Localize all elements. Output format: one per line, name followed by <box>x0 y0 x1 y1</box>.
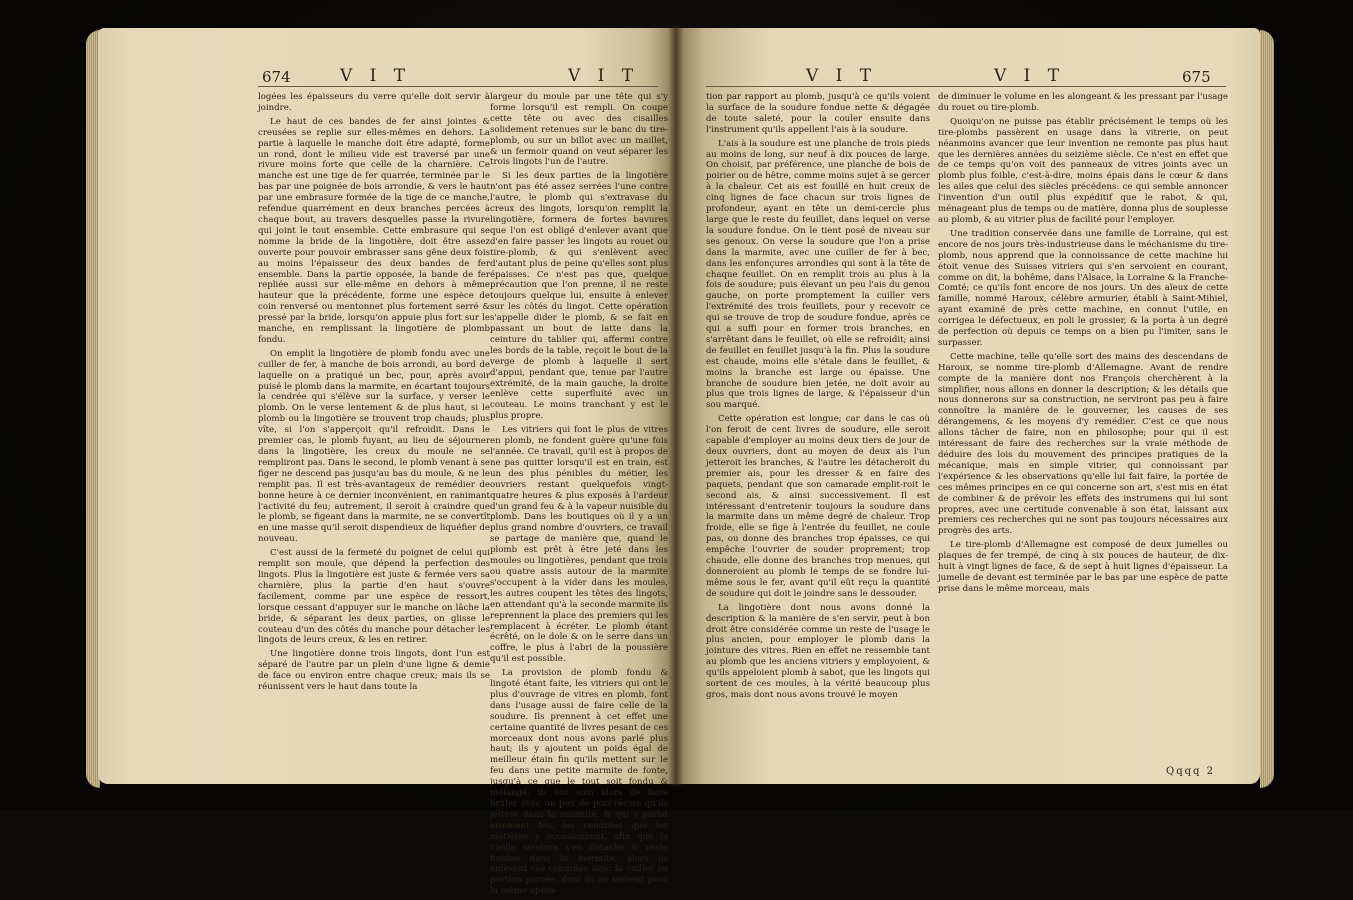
paragraph: Si les deux parties de la lingotière n'ont pas été assez serrées l'une contre l'autre, le plomb qui s'extravase du creux des lingots, lorsqu'on remplit la lingotière, formera de fortes bavures que l'on est obligé d'enlever avant que d'en faire passer les lingots au rouet ou tire-plomb, & qui s'enlèvent avec d'autant plus de peine qu'elles sont plus épaisses. Ce n'est pas que, quelque précaution que l'on prenne, il ne reste toujours quelque lui, ensuite à enlever sur les côtés du lingot. Cette opération s'appelle dider le plomb, & se fait en passant un bout de latte dans la ceinture du tablier qui, affermi contre les bords de la table, reçoit le bout de la verge de plomb à laquelle il sert d'appui, pendant que, tenue par l'autre extrémité, de la main gauche, la droite enlève cette superfluité avec un couteau. Le moins tranchant y est le plus propre. <box>490 171 668 422</box>
paragraph: Cette machine, telle qu'elle sort des mains des descendans de Haroux, se nomme tire-plomb d'Allemagne. Avant de rendre compte de la manière dont nos François cherchèrent à la simplifier, nous allons en donner la description; & les détails que nous donnerons sur sa construction, ne serviront pas peu à faire connoître la manière de le gouverner, les causes de ses dérangemens, & les moyens d'y remédier. C'est ce que nous allons tâcher de faire, non en philosophe; pour qui il est intéressant de faire des recherches sur la vraie méthode de déduire des lois du mouvement des principes pratiques de la mécanique, mais en simple vitrier, qui connoissant par l'expérience & les observations qu'elle lui fait faire, la portée de ces mêmes principes en ce qui concerne son art, s'est mis en état de combiner & de prévoir les effets des instrumens qui lui sont propres, avec une certitude convenable à son état, laissant aux premiers ces recherches qui ne sont pas toujours nécessaires aux progrès des arts. <box>938 351 1228 537</box>
left-column-1 <box>258 92 490 696</box>
left-page <box>98 28 676 897</box>
running-head-right-col2: V I T <box>994 66 1066 86</box>
book-gutter <box>668 26 684 786</box>
paragraph: logées les épaisseurs du verre qu'elle doit servir à joindre. <box>258 92 490 113</box>
right-page <box>676 28 1260 784</box>
paragraph: Quoiqu'on ne puisse pas établir précisément le temps où les tire-plombs passèrent en usage dans la vitrerie, on peut néanmoins avancer que leur invention ne remonte pas plus haut que les dernières années du seizième siècle. Ce n'est en effet que de ce temps qu'on voit des panneaux de vitres joints avec un plomb plus foible, c'est-à-dire, moins épais dans le cœur & dans les ailes que celui des siècles précédens: ce qui semble annoncer l'invention d'un outil plus expéditif que le rabot, & qui, ménageant plus de temps ou de matière, donna plus de souplesse au plomb, & au vitrier plus de facilité pour l'employer. <box>938 116 1228 225</box>
right-column-2 <box>938 92 1228 598</box>
running-head-left-col1: V I T <box>340 66 412 86</box>
left-column-2 <box>490 92 668 900</box>
paragraph: On emplit la lingotière de plomb fondu avec une cuiller de fer, à manche de bois arrondi, au bord de laquelle on a pratiqué un bec, pour, après avoir puisé le plomb dans la marmite, en écartant toujours la cendrée qui s'élève sur la surface, y verser le plomb. On le verse lentement & de plus haut, si le plomb ou la lingotière se trouvent trop chauds; plus vîte, si l'on s'apperçoit qu'il refroidit. Dans le premier cas, le plomb fuyant, au lieu de séjourner dans la lingotière, les creux du moule ne se rempliront pas. Dans le second, le plomb venant à se figer ne descend pas jusqu'au bas du moule, & ne le remplit pas. Il est très-avantageux de remédier de bonne heure à ce dernier inconvénient, en ranimant l'activité du feu; autrement, il seroit à craindre que le plomb, se figeant dans la marmite, ne se convertît en une masse qu'il seroit dispendieux de liquéfier de nouveau. <box>258 348 490 545</box>
paragraph: Cette opération est longue; car dans le cas où l'on feroit de cent livres de soudure, elle seroit capable d'employer au moins deux tiers de jour de deux ouvriers, dont au moyen de deux ais l'un jetteroit les branches, & l'autre les détacheroit du premier ais, pour les dresser & en faire des paquets, pendant que son camarade emplit-roit le second ais, & ainsi successivement. Il est intéressant d'entretenir toujours la soudure dans la marmite dans un même degré de chaleur. Trop froide, elle se fige à l'entrée du feuillet, ne coule pas, ou donne des branches trop épaisses, ce qui empêche l'ouvrier de souder proprement; trop chaude, elle donne des branches trop menues, qui donneroient au plomb le temps de se fondre lui-même sous le fer, avant qu'il eût reçu la quantité de soudure qui doit le joindre sans le dessouder. <box>706 414 930 599</box>
paragraph: La lingotière dont nous avons donné la description & la manière de s'en servir, peut à bon droit être considérée comme un reste de l'usage le plus ancien, pour employer le plomb dans la jointure des vitres. Rien en effet ne ressemble tant au plomb que les anciens vitriers y employoient, & qu'ils appeloient plomb à sabot, que les lingots qui sortent de ces moules, à la vérité beaucoup plus gros, mais dont nous avons trouvé le moyen <box>706 602 930 700</box>
right-page-edges <box>1260 30 1274 788</box>
right-column-1 <box>706 92 930 704</box>
running-head-right-col1: V I T <box>806 66 878 86</box>
page-number-right: 675 <box>1182 68 1211 86</box>
paragraph: Une lingotière donne trois lingots, dont l'un est séparé de l'autre par un plein d'une ligne & demie de face ou environ entre chaque creux; mais ils se réunissent vers le haut dans toute la <box>258 649 490 693</box>
page-number-left: 674 <box>262 68 291 86</box>
paragraph: tion par rapport au plomb, jusqu'à ce qu'ils voient la surface de la soudure fondue nette & dégagée de toute saleté, pour la couler ensuite dans l'instrument qu'ils appellent l'ais à la soudure. <box>706 92 930 135</box>
signature-mark: Qqqq 2 <box>1166 766 1215 777</box>
paragraph: Une tradition conservée dans une famille de Lorraine, qui est encore de nos jours très-industrieuse dans le méchanisme du tire-plomb, nous apprend que la connoissance de cette machine lui étoit venue des Suisses vitriers qui s'en servoient en courant, comme on dit, la bohême, dans l'Alsace, la Lorraine & la Franche-Comté; ce qu'ils font encore de nos jours. Un des aïeux de cette famille, nommé Haroux, célèbre armurier, établi à Saint-Mihiel, ayant examiné de près cette machine, en connut l'utile, en corrigea le défectueux, en poli le grossier, & la porta à un degré de perfection où depuis ce temps on a bien pu l'imiter, sans le surpasser. <box>938 228 1228 348</box>
paragraph: Les vitriers qui font le plus de vitres en plomb, ne fondent guère qu'une fois l'année. Ce travail, qu'il est à propos de ne pas quitter lorsqu'il est en train, est un des plus pénibles du métier, les ouvriers restant quelquefois vingt-quatre heures & plus exposés à l'ardeur d'un grand feu & à la vapeur nuisible du plomb. Dans les boutiques où il y a un plus grand nombre d'ouvriers, ce travail se partage de manière que, quand le plomb est prêt à être jeté dans les moules ou lingotières, pendant que trois ou quatre assis autour de la marmite s'occupent à la vider dans les moules, les autres coupent les têtes des lingots, en attendant qu'à la seconde marmite ils reprennent la place des premiers qui les remplacent à écréter. Le plomb étant écrêté, on le dole & on le serre dans un coffre, le plus à l'abri de la poussière qu'il est possible. <box>490 425 668 665</box>
paragraph: La provision de plomb fondu & lingoté étant faite, les vitriers qui ont le plus d'ouvrage de vitres en plomb, font dans l'usage aussi de faire celle de la soudure. Ils prennent à cet effet une certaine quantité de livres pesant de ces morceaux dont nous avons parlé plus haut; ils y ajoutent un poids égal de meilleur étain fin qu'ils mettent sur le feu dans une petite marmite de fonte, jusqu'à ce que le tout soit fondu & mélangé; ils ont soin alors de faire brûler avec un peu de poix-résine qu'ils jettent dans la marmite, & qui y prend aisément feu, les cendrées que les matières y occasionnent, afin que la vieille soudure s'en détache & reste fondue dans la marmite; alors ils enlèvent ces cendrées avec la cuiller ou portion parcée, dont ils se servent pour la même opéra- <box>490 668 668 897</box>
paragraph: Le tire-plomb d'Allemagne est composé de deux jumelles ou plaques de fer trempé, de cinq à six pouces de hauteur, de dix-huit à vingt lignes de face, & de sept à huit lignes d'épaisseur. La jumelle de devant est terminée par le bas par une espèce de patte prise dans le même morceau, mais <box>938 540 1228 594</box>
paragraph: Le haut de ces bandes de fer ainsi jointes & creusées se replie sur elles-mêmes en dehors. La partie à laquelle le manche doit être adapté, forme un rond, dont le milieu vide est traversé par une rivure moins forte que celle de la charnière. Ce manche est une tige de fer quarrée, terminée par le bas par une poignée de bois arrondie, & vers le haut par une embrasure formée de la tige de ce manche, refendue quarrément en deux branches percées à chaque bout, au travers desquelles passe la rivure qui joint le tout ensemble. Cette embrasure qui se nomme la bride de la lingotière, doit être assez ouverte pour pouvoir embrasser sans gêne deux fois au moins l'épaisseur des deux bandes de fer ensemble. Dans la partie opposée, la bande de fer repliée aussi sur elle-même en dehors à même hauteur que la précédente, forme une espèce de coin renversé ou mentonnet plus fortement serré & pressé par la bride, lorsqu'on appuie plus fort sur le manche, en remplissant la lingotière de plomb fondu. <box>258 116 490 345</box>
paragraph: largeur du moule par une tête qui s'y forme lorsqu'il est rempli. On coupe cette tête ou avec des cisailles solidement retenues sur le banc du tire-plomb, ou sur un billot avec un maillet, & un fermoir quand on veut séparer les trois lingots l'un de l'autre. <box>490 92 668 168</box>
paragraph: de diminuer le volume en les alongeant & les pressant par l'usage du rouet ou tire-plomb. <box>938 92 1228 113</box>
header-rule-left <box>258 86 658 87</box>
paragraph: C'est aussi de la fermeté du poignet de celui qui remplit son moule, que dépend la perfection des lingots. Plus la lingotière est juste & fermée vers sa charnière, plus la partie d'en haut s'ouvre facilement, comme par une espèce de ressort, lorsque cessant d'appuyer sur le manche on lâche la bride, & séparant les deux parties, on glisse le couteau d'un des côtés du manche pour détacher les lingots de leurs creux, & les en retirer. <box>258 548 490 646</box>
header-rule-right <box>706 86 1226 87</box>
paragraph: L'ais à la soudure est une planche de trois pieds au moins de long, sur neuf à dix pouces de large. On choisit, par préférence, une planche de bois de poirier ou de hêtre, comme moins sujet à se gercer à la chaleur. Cet ais est fouillé en huit creux de cinq lignes de face chacun sur trois lignes de profondeur, ayant en tête un demi-cercle plus large que le reste du feuillet, dans lequel on verse la soudure fondue. On le tient posé de niveau sur ses genoux. On verse la soudure que l'on a prise dans la marmite, avec une cuiller de fer à bec, dans les enfonçures arrondies qui sont à la tête de chaque feuillet. On en remplit trois au plus à la fois de soudure; puis élevant un peu l'ais du genou gauche, on porte promptement la cuiller vers l'extrémité des trois feuillets, pour y recevoir ce qui se trouve de trop de soudure fondue, après ce qui a suffi pour en former trois branches, en s'arrêtant dans le feuillet, où elle se refroidit; ainsi de feuillet en feuillet jusqu'à la fin. Plus la soudure est chaude, moins elle s'étale dans le feuillet, & moins la branche est large ou épaisse. Une branche de soudure bien jetée, ne doit avoir au plus que trois lignes de large, & l'épaisseur d'un sou marqué. <box>706 138 930 411</box>
running-head-left-col2: V I T <box>568 66 640 86</box>
